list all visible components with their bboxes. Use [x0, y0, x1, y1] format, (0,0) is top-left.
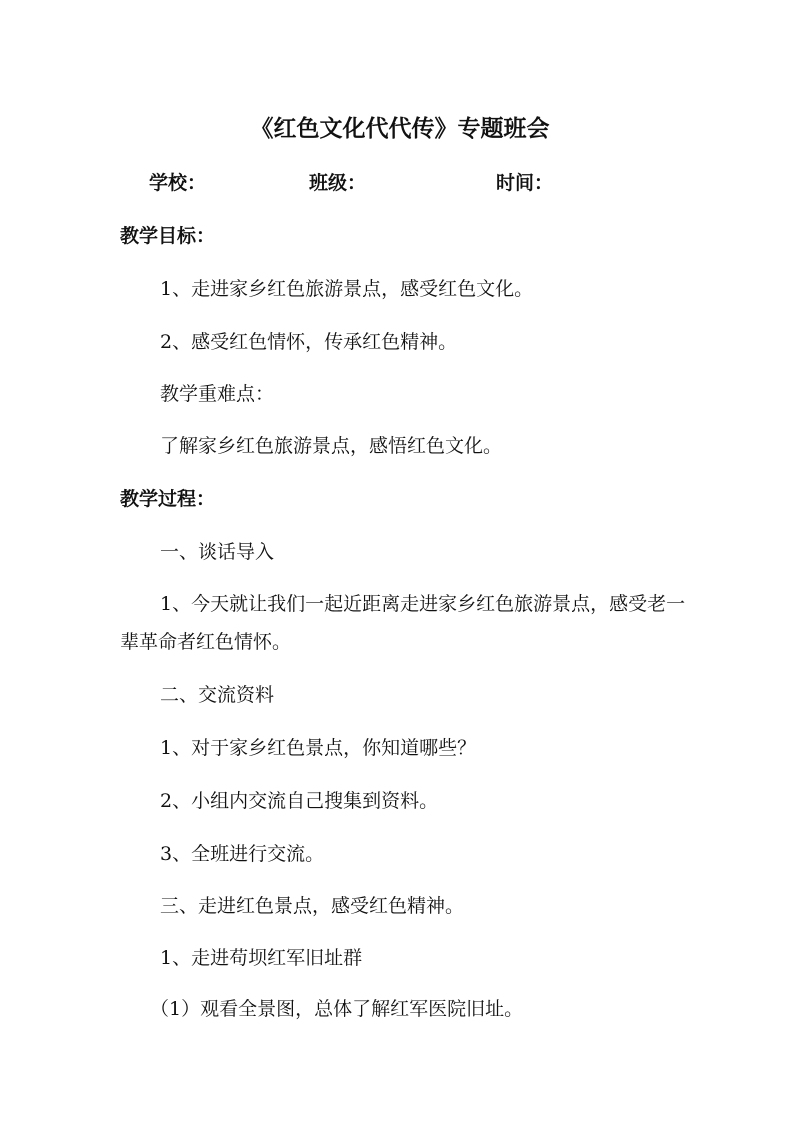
section-heading: 一、谈话导入: [160, 541, 275, 563]
key-points-heading: 教学重难点：: [160, 383, 275, 405]
key-points-text: 了解家乡红色旅游景点，感悟红色文化。: [160, 435, 503, 457]
section-heading: 二、交流资料: [160, 684, 275, 706]
list-item: 1、走进苟坝红军旧址群: [160, 947, 363, 969]
objectives-heading: 教学目标：: [120, 225, 216, 247]
list-item: 1、对于家乡红色景点，你知道哪些？: [160, 737, 477, 759]
objective-item: 2、感受红色情怀，传承红色精神。: [160, 331, 458, 353]
section-heading: 三、走进红色景点，感受红色精神。: [160, 895, 465, 917]
school-label: 学校：: [149, 172, 207, 194]
class-label: 班级：: [309, 172, 367, 194]
paragraph-line: 辈革命者红色情怀。: [120, 631, 292, 653]
process-heading: 教学过程：: [120, 488, 216, 510]
list-item: 3、全班进行交流。: [160, 843, 325, 865]
time-label: 时间：: [496, 172, 554, 194]
page-title: 《红色文化代代传》专题班会: [250, 115, 550, 142]
paragraph-line: 1、今天就让我们一起近距离走进家乡红色旅游景点，感受老一: [160, 593, 686, 615]
objective-item: 1、走进家乡红色旅游景点，感受红色文化。: [160, 278, 534, 300]
list-item: 2、小组内交流自己搜集到资料。: [160, 790, 439, 812]
sub-list-item: （1）观看全景图，总体了解红军医院旧址。: [150, 998, 524, 1020]
